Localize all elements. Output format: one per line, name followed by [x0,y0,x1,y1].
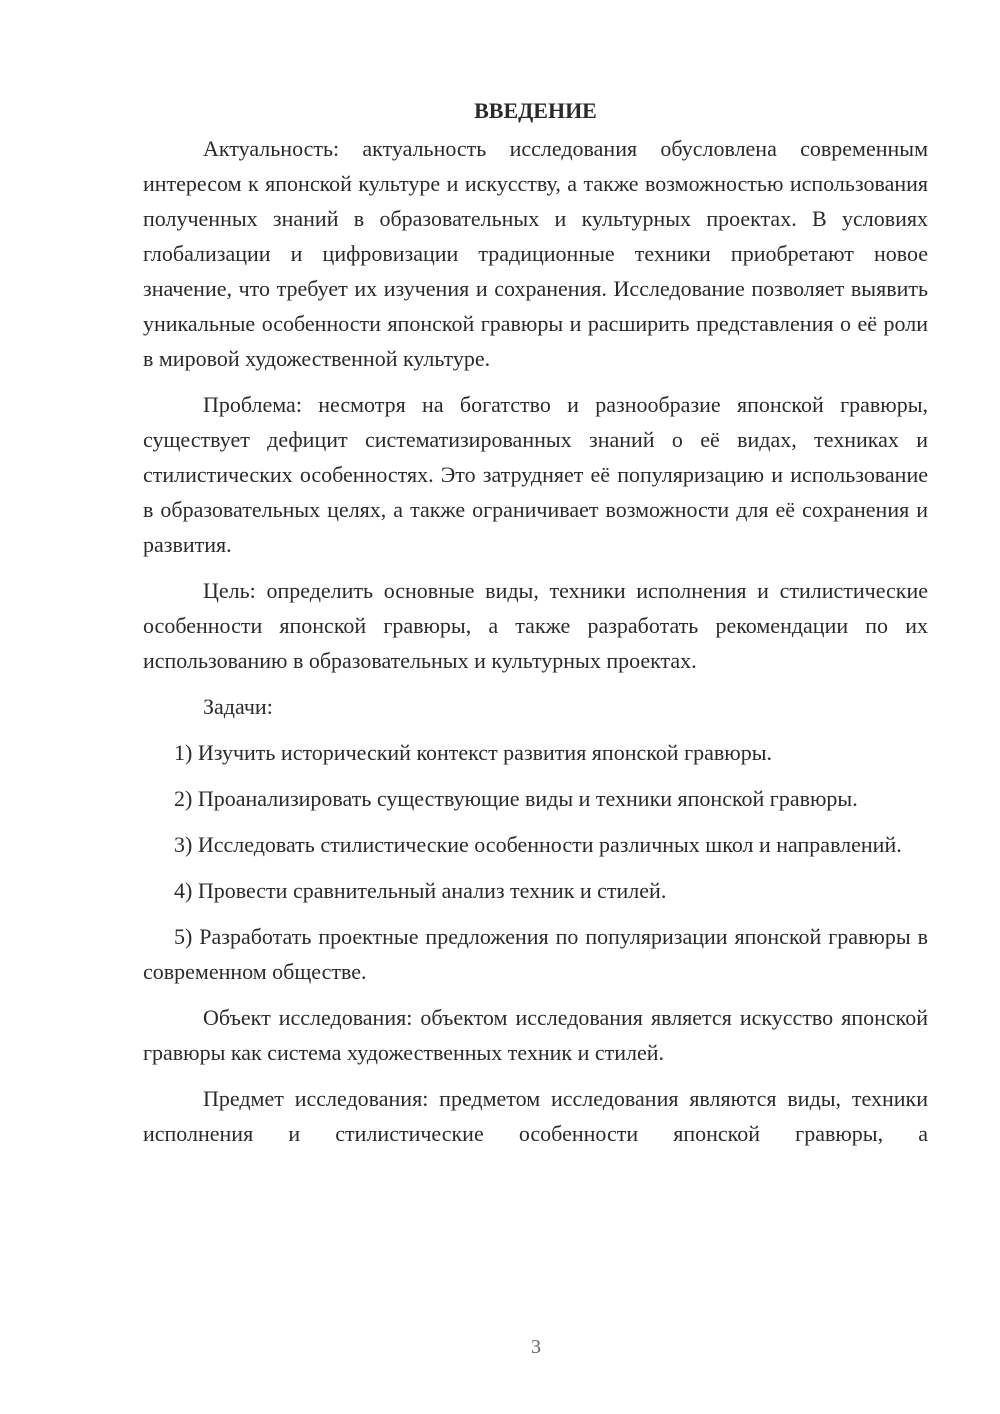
subject-paragraph: Предмет исследования: предметом исследования являются виды, техники исполнения и стилистические особенности японской гравюры, а [143,1086,928,1146]
task-item-3: 3) Исследовать стилистические особенности различных школ и направлений. [174,832,902,857]
task-item-4: 4) Провести сравнительный анализ техник и стилей. [174,878,667,903]
goal-paragraph: Цель: определить основные виды, техники исполнения и стилистические особенности японской гравюры, а также разработать рекомендации по их использованию в образовательных и культурных проектах. [143,578,928,673]
document-page [143,93,928,1151]
problem-paragraph: Проблема: несмотря на богатство и разнообразие японской гравюры, существует дефицит систематизированных знаний о её видах, техниках и стилистических особенностях. Это затрудняет её популяризацию и использование в образовательных целях, а также ограничивает возможности для её сохранения и развития. [143,392,928,557]
relevance-paragraph: Актуальность: актуальность исследования обусловлена современным интересом к японской культуре и искусству, а также возможностью использования полученных знаний в образовательных и культурных проектах. В условиях глобализации и цифровизации традиционные техники приобретают новое значение, что требует их изучения и сохранения. Исследование позволяет выявить уникальные особенности японской гравюры и расширить представления о её роли в мировой художественной культуре. [143,136,928,371]
section-title: ВВЕДЕНИЕ [474,98,597,123]
tasks-heading: Задачи: [203,694,273,719]
object-paragraph: Объект исследования: объектом исследования является искусство японской гравюры как система художественных техник и стилей. [143,1005,928,1065]
page-number: 3 [531,1336,541,1358]
task-item-1: 1) Изучить исторический контекст развития японской гравюры. [174,740,772,765]
task-item-2: 2) Проанализировать существующие виды и техники японской гравюры. [174,786,858,811]
task-item-5: 5) Разработать проектные предложения по популяризации японской гравюры в современном обществе. [143,924,928,984]
